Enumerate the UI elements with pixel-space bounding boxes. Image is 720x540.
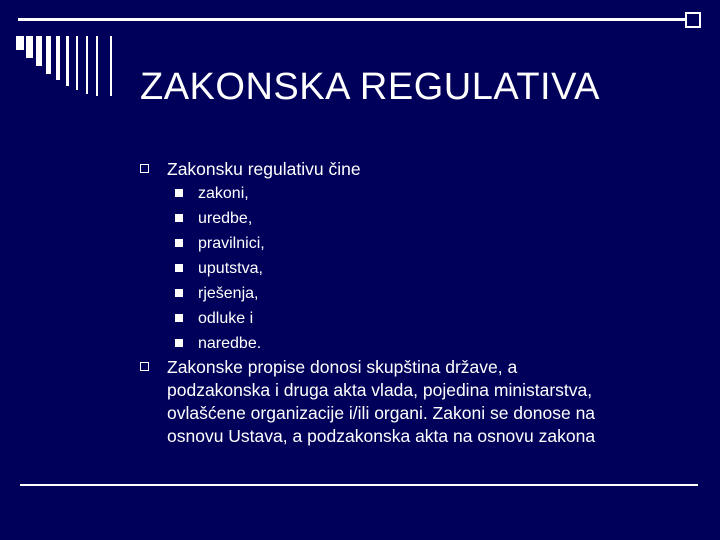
filled-square-icon — [175, 314, 183, 322]
paragraph-line: podzakonska i druga akta vlada, pojedina ministarstva, — [167, 380, 593, 400]
hollow-square-icon — [140, 362, 149, 371]
sub-item — [140, 256, 680, 281]
sub-list — [140, 181, 680, 356]
paragraph-line: Zakonske propise donosi skupština države, a — [167, 357, 518, 377]
sub-item-text: uredbe, — [198, 210, 253, 227]
sub-item — [140, 281, 680, 306]
filled-square-icon — [175, 189, 183, 197]
sub-item-text: pravilnici, — [198, 235, 265, 252]
sub-item-text: zakoni, — [198, 185, 249, 202]
slide-content — [140, 158, 680, 448]
sub-item — [140, 231, 680, 256]
paragraph-line: ovlašćene organizacije i/ili organi. Zakoni se donose na — [167, 403, 596, 423]
slide-title: ZAKONSKA REGULATIVA — [140, 66, 600, 108]
sub-item-text: uputstva, — [198, 260, 263, 277]
sub-item — [140, 306, 680, 331]
sub-item-text: naredbe. — [198, 335, 262, 352]
filled-square-icon — [175, 264, 183, 272]
sub-item — [140, 181, 680, 206]
filled-square-icon — [175, 239, 183, 247]
paragraph-line: osnovu Ustava, a podzakonska akta na osnovu zakona — [167, 426, 596, 446]
bullet-item — [140, 158, 680, 181]
filled-square-icon — [175, 214, 183, 222]
corner-square-icon — [685, 12, 701, 28]
bottom-rule — [20, 484, 698, 486]
sub-item — [140, 206, 680, 231]
sub-item-text: odluke i — [198, 310, 254, 327]
sub-item — [140, 331, 680, 356]
bullet-text: Zakonsku regulativu čine — [167, 159, 361, 179]
decorative-stripes — [16, 36, 120, 96]
filled-square-icon — [175, 339, 183, 347]
hollow-square-icon — [140, 164, 149, 173]
filled-square-icon — [175, 289, 183, 297]
bullet-item — [140, 356, 680, 448]
sub-item-text: rješenja, — [198, 285, 259, 302]
top-rule — [18, 18, 698, 21]
